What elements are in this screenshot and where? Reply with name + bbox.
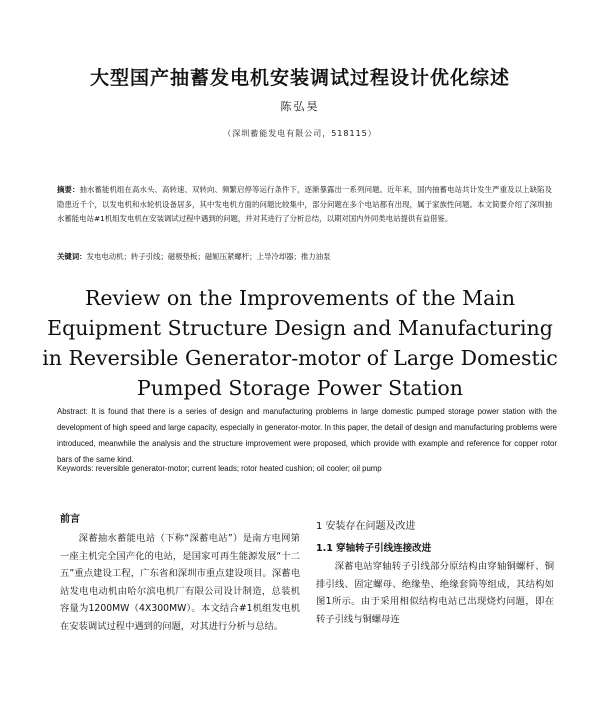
keywords-label: 关键词： [57, 252, 87, 261]
english-title: Review on the Improvements of the Main Equipment Structure Design and Manufacturing in Reversible Generator-motor of Large Domestic Pumped Storage Power Station [42, 286, 558, 400]
chinese-keywords [57, 251, 552, 262]
preface-paragraph: 深蓄抽水蓄能电站（下称“深蓄电站”）是南方电网第一座主机完全国产化的电站，是国家可再生能源发展“十二五”重点建设工程，广东省和深圳市重点建设项目。深蓄电站发电电动机由哈尔滨电机厂有限公司设计制造，总装机容量为1200MW（4X300MW）。本文结合#1机组发电机在安装调试过程中遇到的问题，对其进行分析与总结。 [60, 533, 300, 632]
section-1-1-heading: 1.1 穿轴转子引线连接改进 [316, 543, 432, 554]
section-1-heading: 1 安装存在问题及改进 [316, 521, 416, 532]
abstract-label: 摘要： [57, 185, 80, 194]
english-abstract [57, 404, 557, 468]
keywords-label-en: Keywords: [57, 464, 94, 473]
english-keywords [57, 464, 557, 473]
preface-heading: 前言 [60, 514, 80, 525]
section-1-1-paragraph: 深蓄电站穿轴转子引线部分原结构由穿轴铜螺杆、铜排引线、固定螺母、绝缘垫、绝缘套筒等组成，其结构如图1所示。由于采用相似结构电站已出现烧灼问题，即在转子引线与铜螺母连 [316, 561, 554, 625]
author-name: 陈弘昊 [280, 100, 320, 113]
abstract-text-en: It is found that there is a series of design and manufacturing problems in large domestic pumped storage power station with the development of high speed and large capacity, especially in generator-motor. In this paper, the detail of design and manufacturing problems were introduced, meanwhile the analysis and the structure improvement were proposed, which provide with example and reference for copper rotor bars of the same kind. [57, 407, 557, 464]
chinese-abstract [57, 183, 552, 227]
keywords-text: 发电电动机；转子引线；磁极垫板；磁轭压紧螺杆；上导冷却器；推力油泵 [86, 252, 331, 261]
keywords-text-en: reversible generator-motor; current leads; rotor heated cushion; oil cooler; oil pump [95, 464, 382, 473]
abstract-text: 抽水蓄能机组在高水头、高转速、双转向、频繁启停等运行条件下，逐渐暴露出一系列问题。近年来，国内抽蓄电站共计发生严重及以上缺陷及隐患近千个，以发电机和水轮机设备居多，其中发电机方面的问题比较集中，部分问题在多个电站都有出现，属于家族性问题。本文简要介绍了深圳抽水蓄能电站#1机组发电机在安装调试过程中遇到的问题，并对其进行了分析总结，以期对国内外同类电站提供有益借鉴。 [57, 185, 552, 224]
author-affiliation: （深圳蓄能发电有限公司，518115） [223, 129, 377, 138]
abstract-label-en: Abstract: [57, 407, 88, 416]
chinese-title: 大型国产抽蓄发电机安装调试过程设计优化综述 [89, 67, 510, 89]
